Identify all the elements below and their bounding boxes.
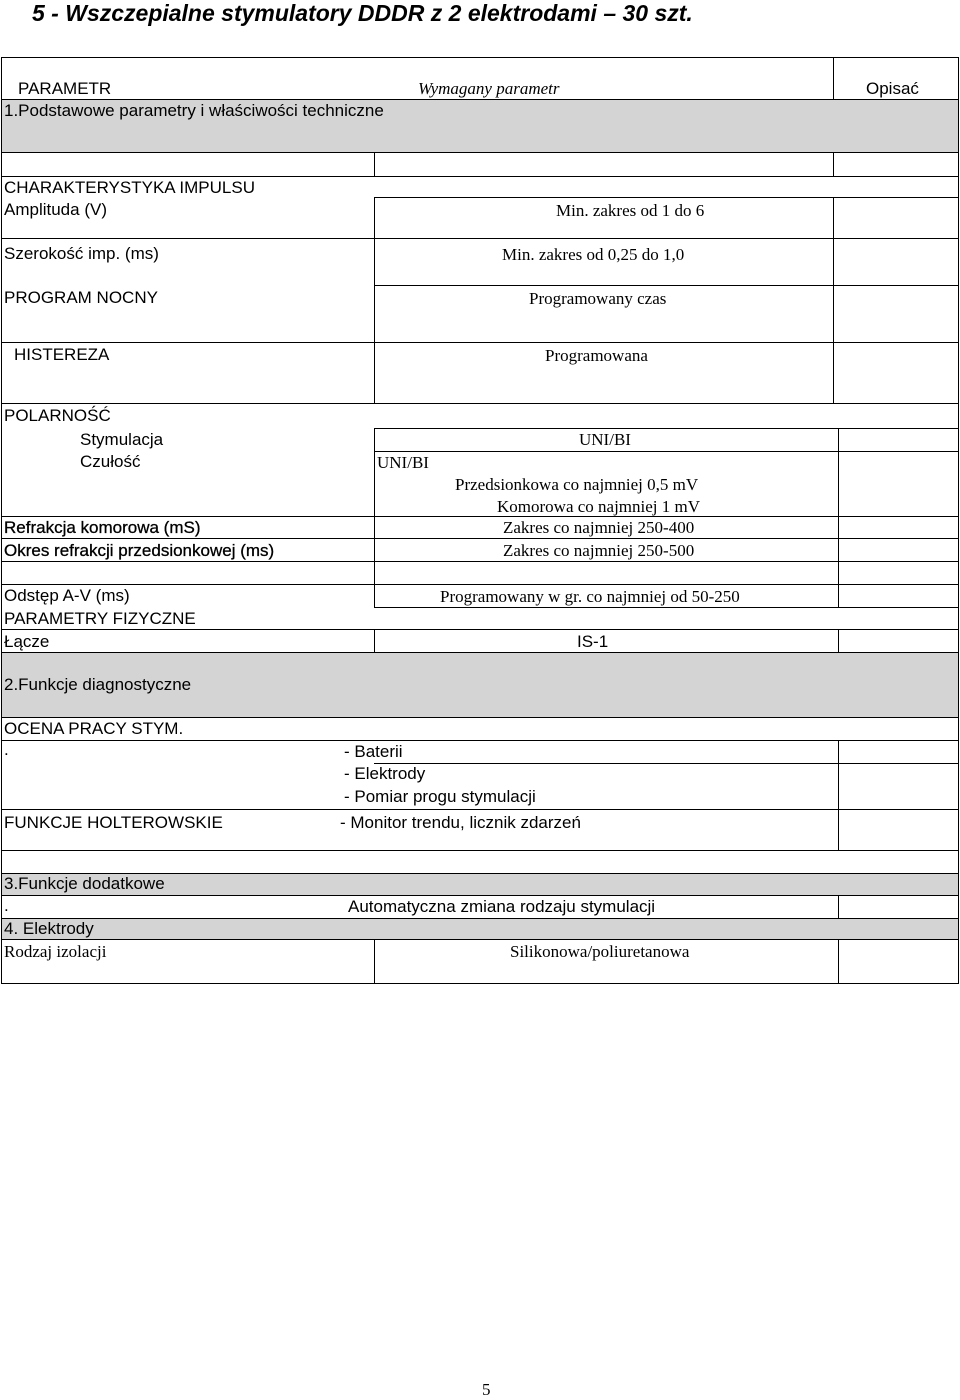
section1-heading: 1.Podstawowe parametry i właściwości techniczne	[4, 101, 384, 120]
section3-heading: 3.Funkcje dodatkowe	[4, 874, 165, 893]
impulse-heading: CHARAKTERYSTYKA IMPULSU	[4, 178, 255, 197]
insulation-label: Rodzaj izolacji	[4, 942, 107, 961]
pulse-width-value: Min. zakres od 0,25 do 1,0	[502, 245, 685, 264]
night-program-label: PROGRAM NOCNY	[4, 288, 158, 307]
section4-band	[1, 918, 958, 939]
hysteresis-label: HISTEREZA	[14, 345, 110, 364]
pulse-width-label: Szerokość imp. (ms)	[4, 244, 159, 263]
ventricular-sensitivity-value: Komorowa co najmniej 1 mV	[497, 497, 701, 516]
battery-item: - Baterii	[344, 742, 403, 761]
av-delay-value: Programowany w gr. co najmniej od 50-250	[440, 587, 740, 606]
stimulation-label: Stymulacja	[80, 430, 164, 449]
auto-mode-switch-value: Automatyczna zmiana rodzaju stymulacji	[348, 897, 656, 916]
section4-heading: 4. Elektrody	[4, 919, 94, 938]
sensitivity-label: Czułość	[80, 452, 141, 471]
threshold-item: - Pomiar progu stymulacji	[344, 787, 536, 806]
document-title: 5 - Wszczepialne stymulatory DDDR z 2 elektrodami – 30 szt.	[32, 0, 693, 26]
ventricular-refractory-value: Zakres co najmniej 250-400	[503, 518, 695, 537]
hysteresis-value: Programowana	[545, 346, 648, 365]
holter-label: FUNKCJE HOLTEROWSKIE	[4, 813, 223, 832]
electrode-item: - Elektrody	[344, 764, 426, 783]
insulation-value: Silikonowa/poliuretanowa	[510, 942, 690, 961]
stimulation-value: UNI/BI	[579, 430, 631, 449]
col-header-required: Wymagany parametr	[418, 79, 560, 98]
av-delay-label: Odstęp A-V (ms)	[4, 586, 130, 605]
diagnostics-heading: OCENA PRACY STYM.	[4, 719, 184, 738]
page-number: 5	[482, 1380, 491, 1399]
amplitude-label: Amplituda (V)	[4, 200, 107, 219]
section2-heading: 2.Funkcje diagnostyczne	[4, 675, 192, 694]
atrial-refractory-value: Zakres co najmniej 250-500	[503, 541, 695, 560]
col-header-describe: Opisać	[866, 79, 919, 98]
connector-value: IS-1	[577, 632, 609, 651]
connector-label: Łącze	[4, 632, 50, 651]
diagnostics-dot: .	[4, 740, 9, 759]
holter-value: - Monitor trendu, licznik zdarzeń	[340, 813, 581, 832]
sensitivity-value: UNI/BI	[377, 453, 429, 472]
atrial-sensitivity-value: Przedsionkowa co najmniej 0,5 mV	[455, 475, 699, 494]
extra-dot: .	[4, 896, 9, 915]
col-header-parameter: PARAMETR	[18, 79, 112, 98]
physical-params-heading: PARAMETRY FIZYCZNE	[4, 609, 196, 628]
polarity-heading: POLARNOŚĆ	[4, 406, 111, 425]
atrial-refractory-label: Okres refrakcji przedsionkowej (ms)	[4, 541, 275, 560]
night-program-value: Programowany czas	[529, 289, 667, 308]
ventricular-refractory-label: Refrakcja komorowa (mS)	[4, 518, 201, 537]
amplitude-value: Min. zakres od 1 do 6	[556, 201, 705, 220]
